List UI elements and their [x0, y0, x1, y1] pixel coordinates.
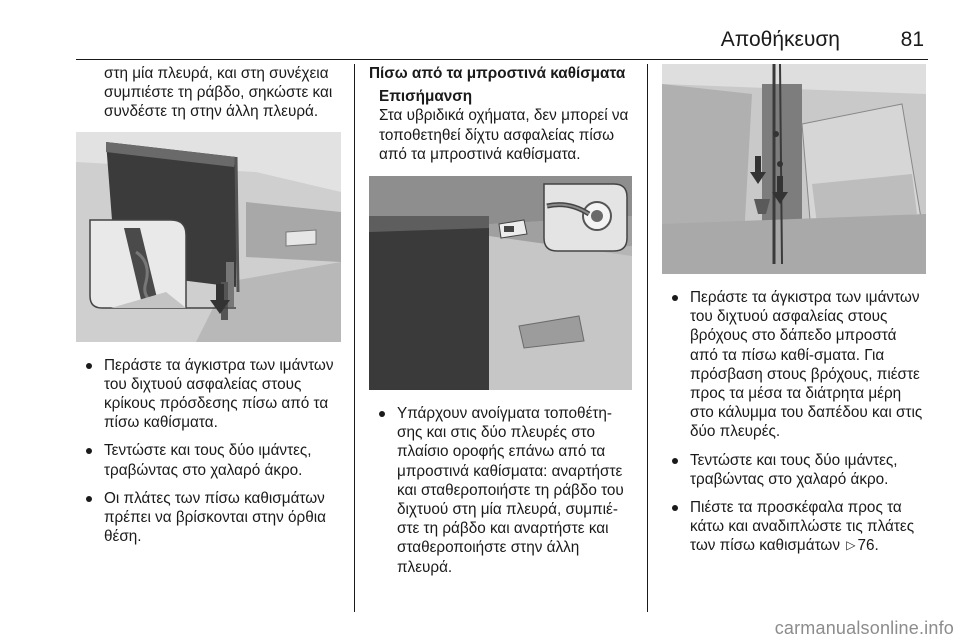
intro-paragraph: στη μία πλευρά, και στη συνέχεια συμπιέστε τη ράβδο, σηκώστε και συνδέστε τη στην άλλη πλευρά.: [104, 65, 333, 121]
bullet-dot: [379, 411, 385, 417]
bullet-dot: [672, 458, 678, 464]
illustration-net-mount-roof-svg: [369, 176, 632, 390]
note-text: Στα υβριδικά οχήματα, δεν μπορεί να τοποθετηθεί δίχτυ ασφαλείας πίσω από τα μπροστινά καθίσματα.: [379, 107, 629, 163]
list-item-text: Οι πλάτες των πίσω καθισμάτων πρέπει να βρίσκονται στην όρθια θέση.: [104, 489, 326, 546]
list-item-text: Τεντώστε και τους δύο ιμάντες, τραβώντας στο χαλαρό άκρο.: [104, 442, 312, 479]
illustration-net-mount-roof: [369, 176, 632, 390]
illustration-cargo-net-rear-svg: [76, 132, 341, 342]
column-left: [76, 64, 341, 555]
list-item: [662, 288, 928, 442]
header-rule: [76, 59, 928, 60]
list-item-text: Περάστε τα άγκιστρα των ιμάντων του διχτυού ασφαλείας στους κρίκους πρόσδεσης πίσω από τα πίσω καθίσματα.: [104, 356, 334, 432]
column-middle: [369, 64, 632, 586]
bullet-dot: [672, 295, 678, 301]
column-divider: [354, 64, 355, 612]
column-right: [662, 64, 928, 566]
illustration-cargo-net-rear: [76, 132, 341, 342]
triangle-right-icon: ▷: [846, 538, 856, 553]
list-item: [662, 451, 928, 489]
list-item: [76, 441, 341, 479]
illustration-floor-loops-svg: [662, 64, 926, 274]
list-item: [662, 498, 928, 557]
illustration-floor-loops: [662, 64, 926, 274]
page-header: [76, 26, 928, 56]
cross-reference-link[interactable]: 76.: [857, 537, 879, 555]
bullet-dot: [86, 496, 92, 502]
list-item: [76, 489, 341, 547]
list-item-text: Υπάρχουν ανοίγματα τοποθέτη-σης και στις δύο πλευρές στο πλαίσιο οροφής επάνω από τα μπροστινά καθίσματα: αναρτήστε και σταθεροποιήστε τη ράβδο του διχτυού στη μία πλευρά, συμπιέ-στε τη ράβδο και αναρτήστε και σταθεροποιήστε στην άλλη πλευρά.: [397, 405, 624, 576]
note-title: Επισήμανση: [379, 88, 473, 106]
note-box: [369, 87, 632, 164]
section-heading: Πίσω από τα μπροστινά καθίσματα: [369, 65, 626, 82]
list-item-text: Τεντώστε και τους δύο ιμάντες, τραβώντας στο χαλαρό άκρο.: [690, 451, 898, 488]
list-item-text: Περάστε τα άγκιστρα των ιμάντων του διχτυού ασφαλείας στους βρόχους στο δάπεδο μπροστά από τα πίσω καθί-σματα. Για πρόσβαση στους βρόχους, πιέστε προς τα μέσα τα διάτρητα μέρη στο κάλυμμα του δαπέδου και στις δύο πλευρές.: [690, 289, 923, 441]
bullet-list: [76, 356, 341, 547]
page-number: 81: [900, 28, 924, 51]
list-item: [369, 404, 632, 577]
bullet-dot: [672, 505, 678, 511]
bullet-dot: [86, 363, 92, 369]
column-divider: [647, 64, 648, 612]
bullet-list: [662, 288, 928, 557]
watermark: carmanualsonline.info: [774, 618, 954, 638]
bullet-dot: [86, 448, 92, 454]
page-title: Αποθήκευση: [720, 28, 840, 51]
bullet-list: [369, 404, 632, 577]
list-item: [76, 356, 341, 433]
list-item-text: Πιέστε τα προσκέφαλα προς τα κάτω και αναδιπλώστε τις πλάτες των πίσω καθισμάτων: [690, 499, 915, 555]
